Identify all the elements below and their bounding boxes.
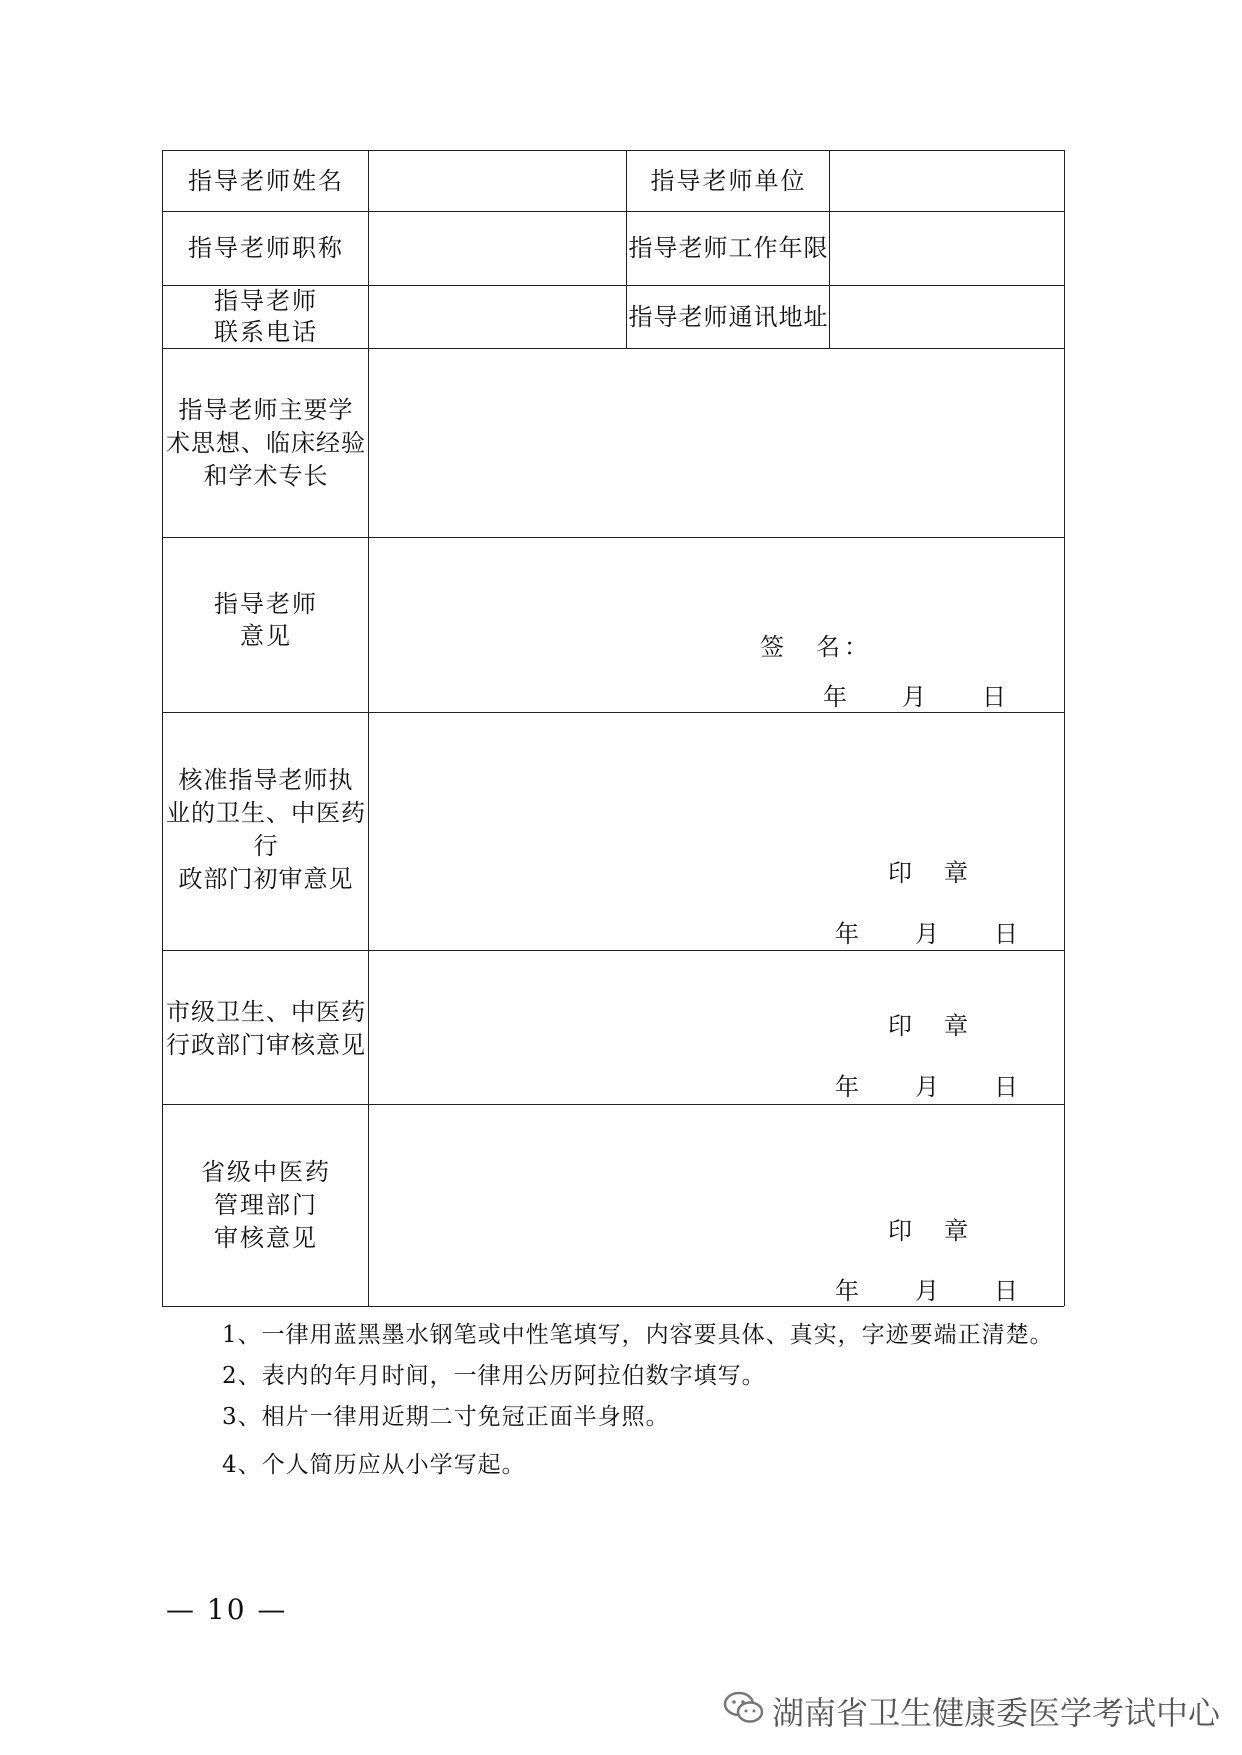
field-teacher-name[interactable] <box>370 152 625 210</box>
field-academic-thought[interactable] <box>370 350 1063 536</box>
note-item: 4、个人简历应从小学写起。 <box>222 1452 526 1478</box>
date-month: 月 <box>915 1277 939 1305</box>
field-initial-review[interactable] <box>370 714 1063 949</box>
date-day: 日 <box>994 1277 1018 1305</box>
field-teacher-address[interactable] <box>831 287 1063 347</box>
field-teacher-phone[interactable] <box>370 287 625 347</box>
field-province-review[interactable] <box>370 1106 1063 1305</box>
page-number: — 10 — <box>166 1593 288 1626</box>
label-initial-review: 核准指导老师执 业的卫生、中医药行 政部门初审意见 <box>166 766 366 893</box>
date-month: 月 <box>915 1073 939 1101</box>
field-teacher-unit[interactable] <box>831 152 1063 210</box>
wechat-icon <box>722 1690 766 1726</box>
signature-label: 签 名： <box>760 633 872 661</box>
note-item: 3、相片一律用近期二寸免冠正面半身照。 <box>222 1404 670 1430</box>
label-teacher-name: 指导老师姓名 <box>188 166 344 195</box>
label-teacher-phone: 指导老师 联系电话 <box>214 287 318 346</box>
label-academic-thought: 指导老师主要学 术思想、临床经验 和学术专长 <box>166 395 366 490</box>
field-teacher-title[interactable] <box>370 213 625 284</box>
date-year: 年 <box>823 683 847 711</box>
date-day: 日 <box>982 683 1006 711</box>
label-teacher-title: 指导老师职称 <box>188 234 344 262</box>
date-year: 年 <box>835 1277 859 1305</box>
date-year: 年 <box>835 1073 859 1101</box>
date-month: 月 <box>915 920 939 948</box>
note-item: 2、表内的年月时间，一律用公历阿拉伯数字填写。 <box>222 1363 766 1389</box>
date-month: 月 <box>902 683 926 711</box>
date-day: 日 <box>994 920 1018 948</box>
seal-label: 印 章 <box>888 1217 972 1245</box>
label-province-review: 省级中医药 管理部门 审核意见 <box>201 1157 331 1252</box>
label-teacher-opinion: 指导老师 意见 <box>214 590 318 650</box>
field-teacher-opinion[interactable] <box>370 539 1063 711</box>
seal-label: 印 章 <box>888 1012 972 1040</box>
label-teacher-unit: 指导老师单位 <box>650 166 807 195</box>
note-item: 1、一律用蓝黑墨水钢笔或中性笔填写，内容要具体、真实，字迹要端正清楚。 <box>222 1322 1054 1348</box>
date-year: 年 <box>835 920 859 948</box>
date-day: 日 <box>994 1073 1018 1101</box>
label-teacher-years: 指导老师工作年限 <box>628 234 829 262</box>
label-city-review: 市级卫生、中医药 行政部门审核意见 <box>166 998 366 1059</box>
seal-label: 印 章 <box>888 859 972 887</box>
label-teacher-address: 指导老师通讯地址 <box>628 302 829 331</box>
field-teacher-years[interactable] <box>831 213 1063 284</box>
watermark-text: 湖南省卫生健康委医学考试中心 <box>772 1694 1221 1732</box>
